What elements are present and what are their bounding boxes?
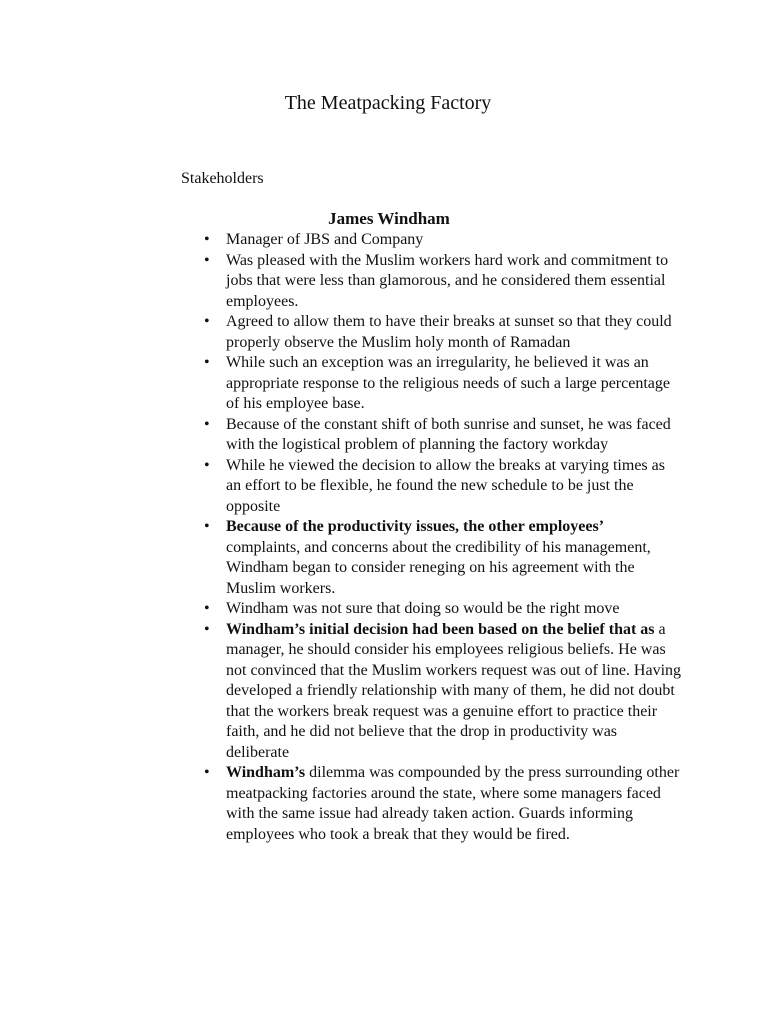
bullet-item	[201, 517, 681, 599]
bullet-text: While he viewed the decision to allow the breaks at varying times as an effort to be flexible, he found the new schedule to be just the opposite	[226, 456, 665, 515]
bullet-item	[201, 763, 681, 845]
bullet-icon: •	[204, 415, 210, 433]
section-label-stakeholders: Stakeholders	[181, 170, 264, 187]
bullet-text: Because of the constant shift of both sunrise and sunset, he was faced with the logistical problem of planning the factory workday	[226, 415, 671, 453]
bullet-bold-text: Windham’s	[226, 764, 306, 781]
bullet-item	[201, 415, 681, 456]
bullet-item	[201, 456, 681, 518]
bullet-text: Agreed to allow them to have their breaks at sunset so that they could properly observe the Muslim holy month of Ramadan	[226, 313, 672, 351]
bullet-icon: •	[204, 600, 210, 617]
bullet-bold-text: Because of the productivity issues, the other employees’	[226, 518, 605, 535]
bullet-bold-text: Windham’s initial decision had been based on the belief that as	[226, 620, 655, 638]
bullet-text: dilemma was compounded by the press surrounding other meatpacking factories around the state, where some managers faced with the same issue had already taken action. Guards informing employees who took a break that they would be fired.	[226, 764, 680, 843]
bullet-icon: •	[204, 231, 210, 248]
bullet-item	[201, 599, 681, 620]
bullet-text: Windham was not sure that doing so would be the right move	[226, 600, 620, 617]
bullet-text: Was pleased with the Muslim workers hard work and commitment to jobs that were less than glamorous, and he considered them essential employees.	[226, 251, 669, 310]
bullet-item	[201, 230, 681, 251]
bullet-icon: •	[204, 251, 210, 269]
bullet-icon: •	[204, 456, 210, 474]
bullet-text: complaints, and concerns about the credibility of his management, Windham began to consider reneging on his agreement with the Muslim workers.	[226, 538, 651, 597]
bullet-item	[201, 312, 681, 353]
bullet-text: While such an exception was an irregularity, he believed it was an appropriate response to the religious needs of such a large percentage of his employee base.	[226, 354, 670, 412]
document-title: The Meatpacking Factory	[284, 92, 492, 114]
bullet-item	[201, 353, 681, 415]
bullet-icon: •	[204, 354, 210, 371]
bullet-icon: •	[204, 620, 210, 638]
bullet-icon: •	[204, 313, 210, 330]
bullet-item	[201, 251, 681, 313]
bullet-item	[201, 620, 681, 764]
stakeholder-name: James Windham	[328, 209, 450, 228]
bullet-icon: •	[204, 518, 210, 535]
bullet-icon: •	[204, 764, 210, 781]
bullet-text: Manager of JBS and Company	[226, 231, 424, 248]
stakeholder-bullet-list	[201, 230, 681, 845]
bullet-text: a manager, he should consider his employees religious beliefs. He was not convinced that the Muslim workers request was out of line. Having developed a friendly relationship with many of them, he did not doubt that the workers break request was a genuine effort to practice their faith, and he did not believe that the drop in productivity was deliberate	[226, 620, 682, 761]
